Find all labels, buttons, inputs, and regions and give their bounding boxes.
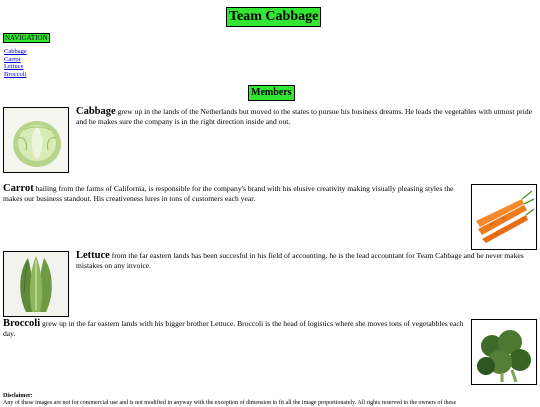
member-cabbage: [3, 107, 537, 173]
disclaimer-text: Any of these images are not for commercial use and is not modified in anyway with the exception of dimension to fit all the image proportionately. All rights reserved to the owners of these: [3, 400, 457, 406]
member-description: grew up in the far eastern lands with his bigger brother Lettuce. Broccoli is the head of logistics where she moves tons of vegetabbles each day.: [3, 319, 464, 338]
members-heading: Members: [248, 85, 295, 101]
broccoli-image: [471, 319, 537, 385]
carrot-image: [471, 184, 537, 250]
navigation-heading: NAVIGATION: [5, 34, 48, 42]
nav-link-carrot[interactable]: Carrot: [4, 55, 21, 63]
lettuce-image: [3, 251, 69, 317]
member-description: hailing from the farms of California, is responsible for the company's brand with his elusive creativity making visually pleasing styles the makes our business standout. His creativeness lures in tons of customers each year.: [3, 184, 454, 203]
member-name: Carrot: [3, 183, 34, 194]
cabbage-image: [3, 107, 69, 173]
member-name: Cabbage: [76, 106, 116, 117]
disclaimer-title: Disclaimer:: [3, 393, 33, 399]
nav-link-broccoli[interactable]: Broccoli: [4, 71, 27, 79]
member-name: Broccoli: [3, 318, 41, 329]
nav-link-lettuce[interactable]: Lettuce: [4, 63, 24, 71]
member-description: grew up in the lands of the Netherlands but moved to the states to pursue his business dreams. He leads the vegetables with utmost pride and he makes sure the company is in the right direction inside and out.: [76, 107, 532, 126]
member-carrot: [3, 184, 537, 250]
member-description: from the far eastern lands has been succesful in his field of accounting. he is the lead accountant for Team Cabbage and he never makes mistakes on any invoice.: [76, 251, 524, 270]
member-broccoli: [3, 319, 537, 385]
member-name: Lettuce: [76, 250, 110, 261]
navigation-list: [4, 48, 27, 79]
page-title: Team Cabbage: [226, 7, 321, 27]
member-lettuce: [3, 251, 537, 317]
nav-link-cabbage[interactable]: Cabbage: [4, 48, 27, 55]
